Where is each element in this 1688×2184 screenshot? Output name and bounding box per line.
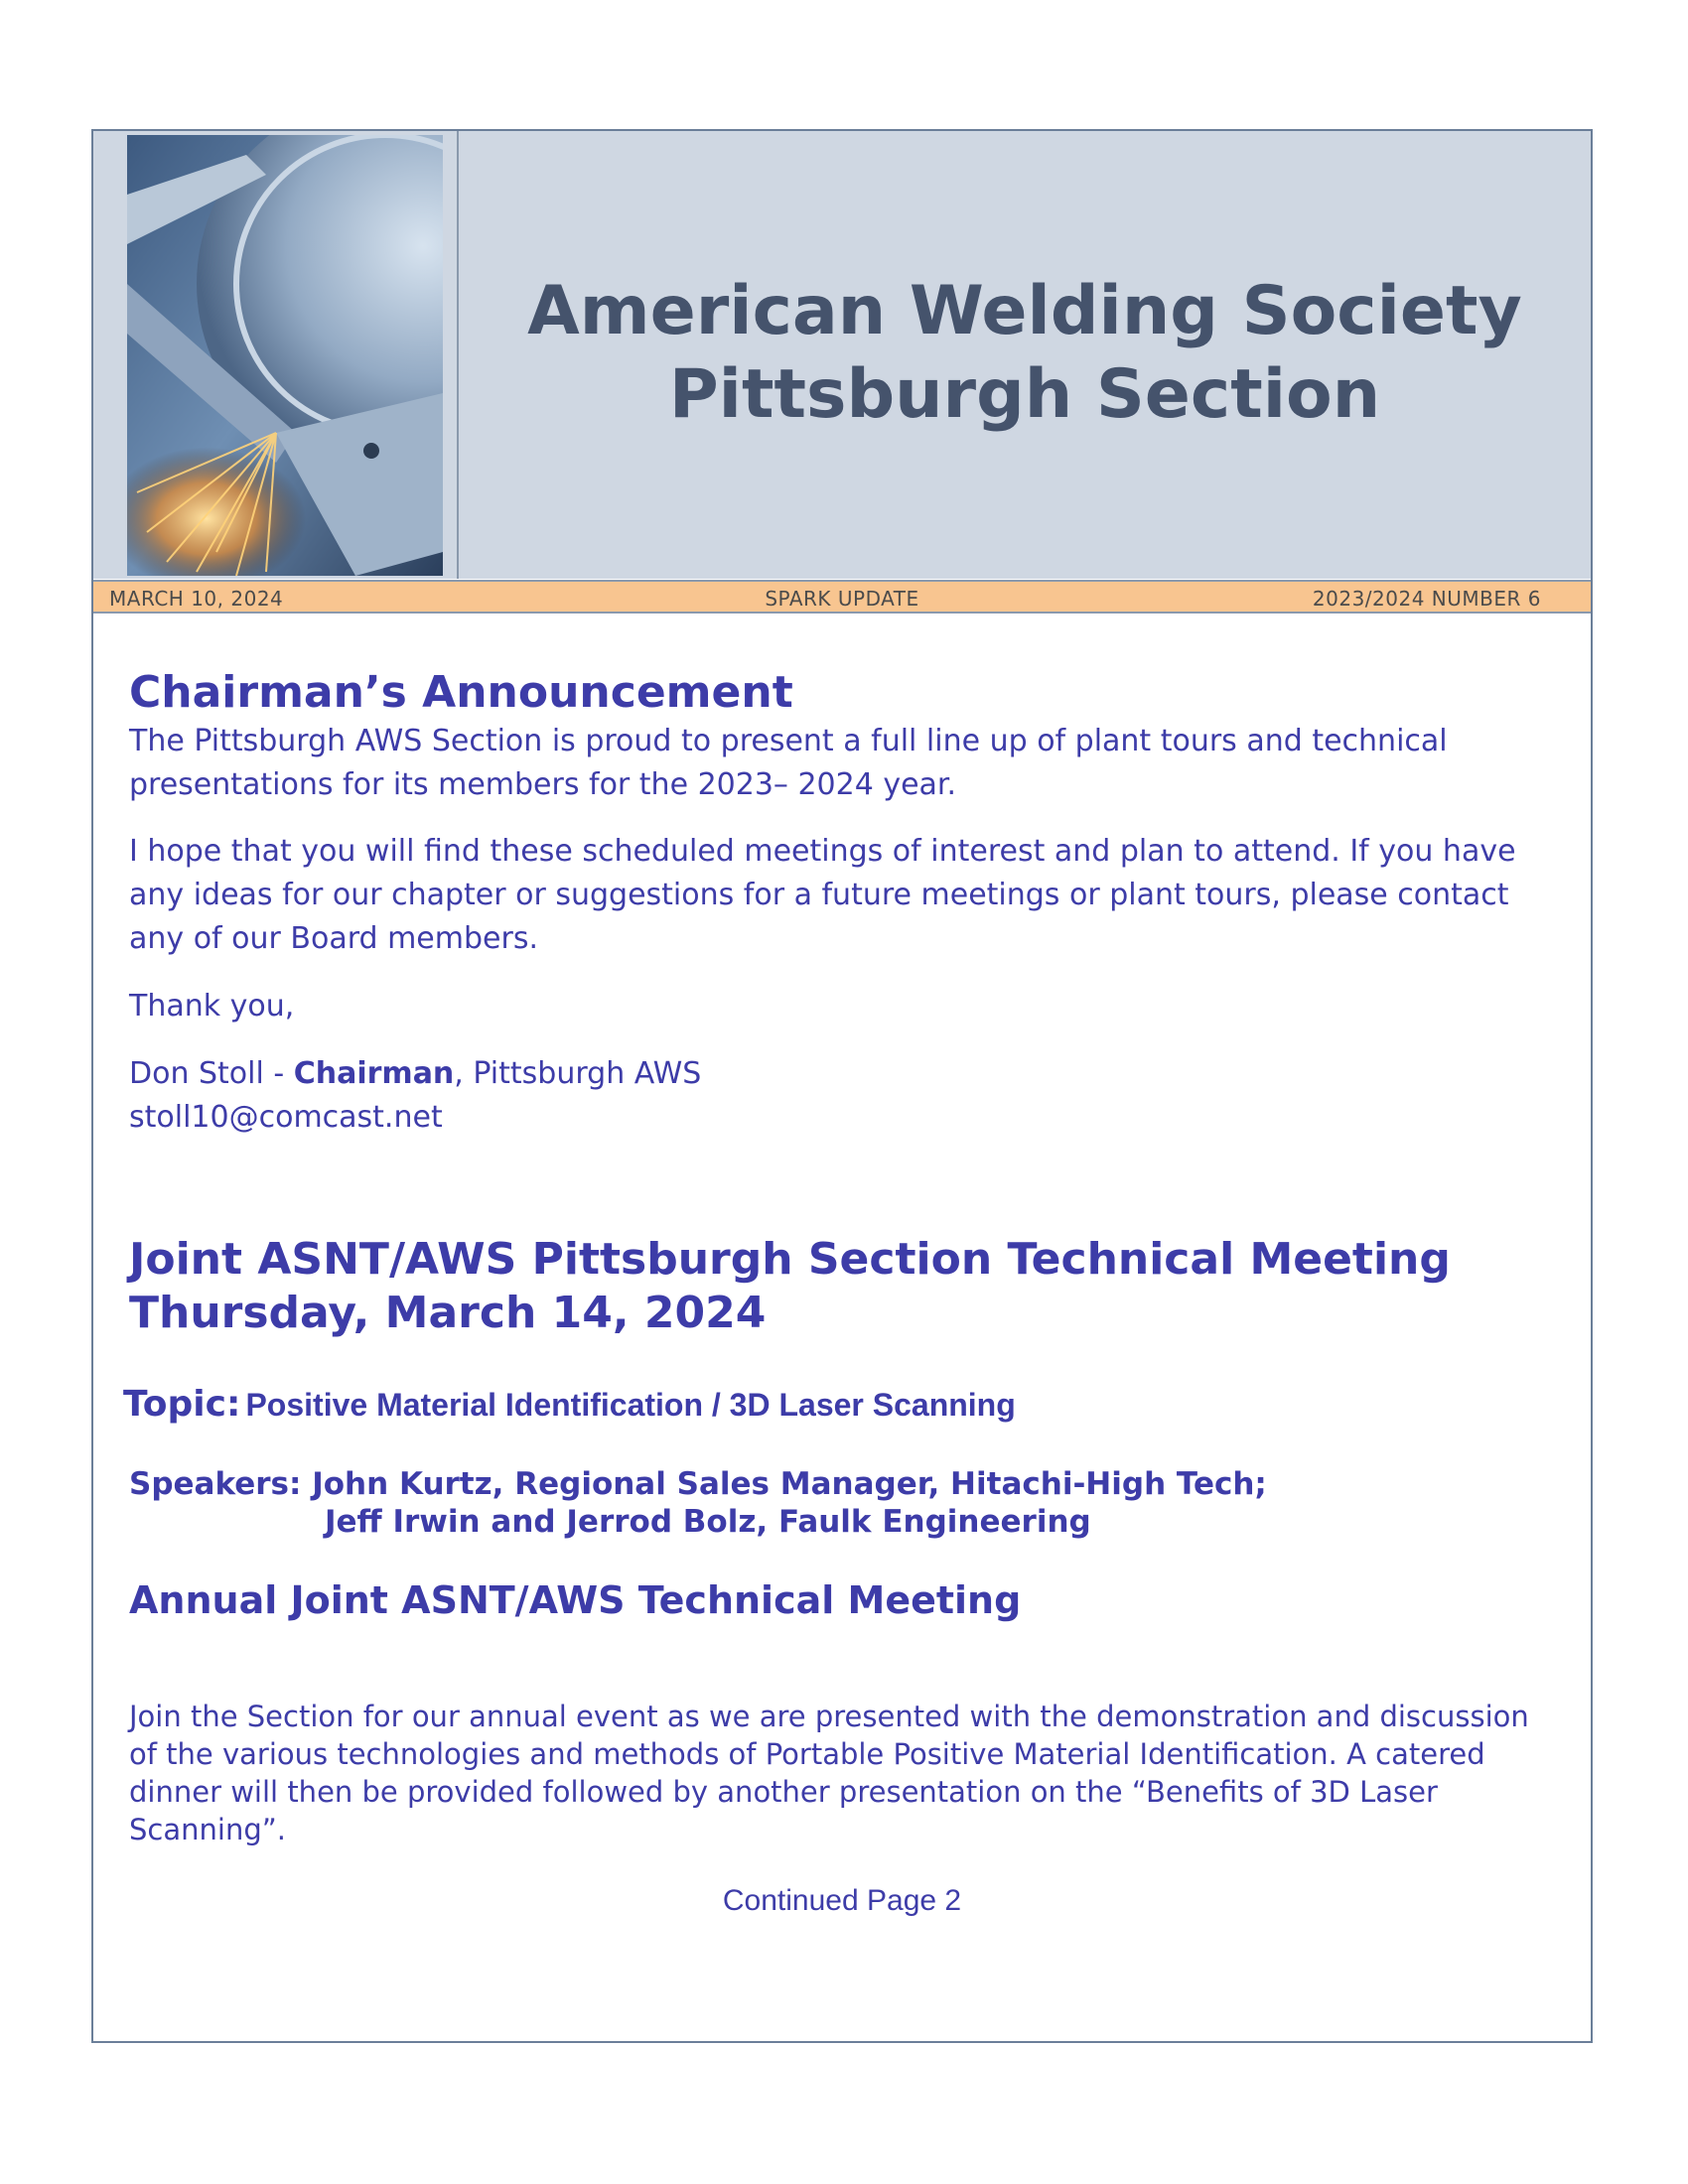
- masthead-title: [459, 270, 1591, 437]
- annual-meeting-paragraph: Join the Section for our annual event as we are presented with the demonstration and discussion of the various technologies and methods of Portable Positive Material Identification. A catered dinner will then be provided followed by another presentation on the “Benefits of 3D Laser Scanning”.: [129, 1700, 1529, 1846]
- meeting-heading-line1: Joint ASNT/AWS Pittsburgh Section Technical Meeting: [129, 1234, 1451, 1285]
- closing-text: Thank you,: [129, 989, 295, 1024]
- continued-note: Continued Page 2: [722, 1884, 962, 1917]
- annual-meeting-heading: Annual Joint ASNT/AWS Technical Meeting: [129, 1578, 1022, 1622]
- topic-text: Positive Material Identification / 3D Laser Scanning: [245, 1387, 1016, 1423]
- meeting-date: Thursday, March 14, 2024: [129, 1288, 767, 1338]
- topic-label: Topic:: [123, 1384, 241, 1425]
- publication-name: SPARK UPDATE: [765, 587, 919, 611]
- speakers-line-2: Jeff Irwin and Jerrod Bolz, Faulk Engineering: [325, 1504, 1091, 1540]
- signature-title: Chairman: [293, 1056, 455, 1091]
- chairman-paragraph-2: I hope that you will find these scheduled meetings of interest and plan to attend. If you have any ideas for our chapter or suggestions for a future meetings or plant tours, please contact any of our Board members.: [129, 834, 1516, 956]
- photo-panel: [93, 131, 459, 579]
- chairman-heading: Chairman’s Announcement: [129, 667, 793, 718]
- speakers-label: Speakers:: [129, 1466, 302, 1502]
- masthead-title-line1: American Welding Society: [527, 272, 1522, 350]
- signature-org: , Pittsburgh AWS: [454, 1056, 702, 1091]
- issue-date: MARCH 10, 2024: [109, 587, 284, 611]
- issue-number: 2023/2024 NUMBER 6: [1312, 587, 1541, 611]
- newsletter-page: [91, 129, 1593, 2043]
- dateline-bar: [93, 580, 1591, 614]
- signature-line: [129, 1052, 701, 1096]
- signature-name: Don Stoll -: [129, 1056, 294, 1091]
- chairman-paragraph-1: The Pittsburgh AWS Section is proud to present a full line up of plant tours and technical presentations for its members for the 2023– 2024 year.: [129, 724, 1448, 802]
- topic-line: [123, 1384, 1016, 1425]
- speakers-line-1: John Kurtz, Regional Sales Manager, Hitachi-High Tech;: [312, 1466, 1267, 1502]
- speakers-block: [129, 1465, 1267, 1541]
- meeting-heading: [129, 1233, 1451, 1340]
- grinding-wheel-sparks-photo: [127, 135, 443, 576]
- masthead: [93, 131, 1591, 579]
- chairman-email: stoll10@comcast.net: [129, 1100, 443, 1135]
- masthead-title-line2: Pittsburgh Section: [668, 355, 1381, 434]
